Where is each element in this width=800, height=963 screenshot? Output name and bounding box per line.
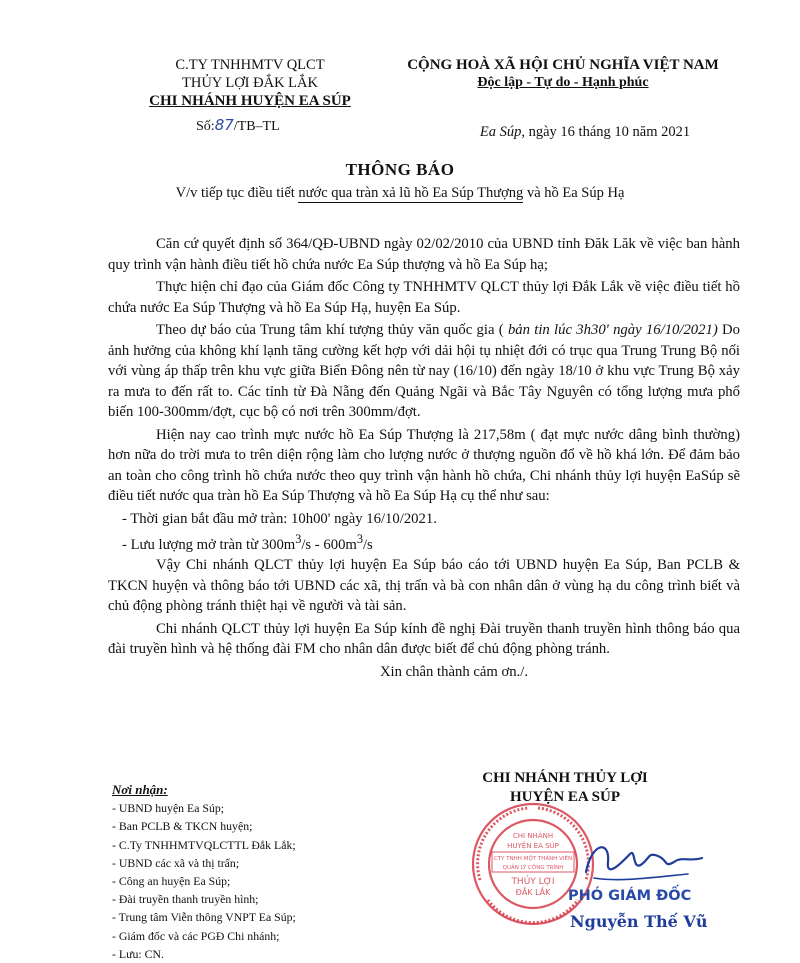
recipient-item: - C.Ty TNHHMTVQLCTTL Đắk Lắk; xyxy=(112,837,296,852)
recipient-item: - Đài truyền thanh truyền hình; xyxy=(112,892,259,907)
document-number xyxy=(196,116,280,135)
docno-handwritten: 87 xyxy=(214,116,234,134)
forecast-b: Do ảnh hưởng của không khí lạnh tăng cường kết hợp với dải hội tụ nhiệt đới có trục qua Trung Trung Bộ nối với vùng áp thấp trên khu vực giữa Biển Đông nên từ nay (16/10) đến ngày 18/10 ở khu vực Trung Bộ xảy ra mưa to đến rất to. Các tỉnh từ Đà Nẵng đến Quảng Ngãi và Bắc Tây Nguyên có tổng lượng mưa phổ biến 100-300mm/đợt, cục bộ có nơi trên 300mm/đợt. xyxy=(108,322,740,420)
flow-b: /s - 600m xyxy=(301,536,357,553)
issuer-company: C.TY TNHHMTV QLCT xyxy=(175,57,325,73)
list-item-flow-rate xyxy=(108,529,740,555)
recipient-item: - Trung tâm Viễn thông VNPT Ea Súp; xyxy=(112,910,296,925)
handwritten-signature xyxy=(578,832,708,892)
document-title: THÔNG BÁO xyxy=(345,160,455,179)
recipients-heading: Nơi nhận: xyxy=(112,782,168,797)
seal-line-6: ĐẮK LẮK xyxy=(515,888,551,897)
national-heading xyxy=(383,56,743,92)
nation-name: CỘNG HOÀ XÃ HỘI CHỦ NGHĨA VIỆT NAM xyxy=(407,57,719,73)
seal-line-2: HUYỆN EA SÚP xyxy=(507,842,559,850)
docno-suffix: /TB–TL xyxy=(233,119,280,134)
national-motto: Độc lập - Tự do - Hạnh phúc xyxy=(477,75,649,90)
forecast-bulletin: bản tin lúc 3h30' ngày 16/10/2021) xyxy=(507,322,718,338)
forecast-a: Theo dự báo của Trung tâm khí tượng thủy văn quốc gia ( xyxy=(156,322,508,338)
flow-c: /s xyxy=(362,536,373,553)
signer-org-line1: CHI NHÁNH THỦY LỢI xyxy=(482,770,648,786)
document-subject xyxy=(0,185,800,202)
paragraph-report: Vậy Chi nhánh QLCT thủy lợi huyện Ea Súp báo cáo tới UBND huyện Ea Súp, Ban PCLB & TKCN huyện và thông báo tới UBND các xã, thị trấn và bà con nhân dân ở vùng hạ du công trình biết và chủ động phòng tránh thiệt hại về người và tài sản. xyxy=(108,557,740,615)
seal-ring-text-mark xyxy=(488,900,578,923)
dateline-place: Ea Súp xyxy=(479,124,522,140)
dateline xyxy=(420,124,750,141)
flow-sup-2: 3 xyxy=(356,532,363,546)
recipient-item: - Ban PCLB & TKCN huyện; xyxy=(112,819,253,834)
document-body xyxy=(108,234,740,684)
list-item-start-time: - Thời gian bắt đầu mở tràn: 10h00' ngày 16/10/2021. xyxy=(122,510,437,527)
issuer-block xyxy=(105,56,395,110)
signer-title: PHÓ GIÁM ĐỐC xyxy=(568,888,692,904)
docno-prefix: Số: xyxy=(196,119,215,134)
dateline-date: , ngày 16 tháng 10 năm 2021 xyxy=(521,124,691,140)
subject-post: và hồ Ea Súp Hạ xyxy=(523,185,625,201)
paragraph-request: Chi nhánh QLCT thủy lợi huyện Ea Súp kính đề nghị Đài truyền thanh truyền hình thông báo qua đài truyền hình và hệ thống đài FM cho nhân dân được biết để chủ động phòng tránh. xyxy=(108,620,740,658)
subject-underlined: nước qua tràn xả lũ hồ Ea Súp Thượng xyxy=(298,185,524,201)
signer-org-line2: HUYỆN EA SÚP xyxy=(509,789,621,805)
recipient-item: - UBND huyện Ea Súp; xyxy=(112,801,225,816)
signer-name: Nguyễn Thế Vũ xyxy=(570,912,708,931)
recipient-item: - UBND các xã và thị trấn; xyxy=(112,855,240,870)
issuer-branch xyxy=(105,92,395,110)
paragraph-directive: Thực hiện chỉ đạo của Giám đốc Công ty TNHHMTV QLCT thủy lợi Đắk Lắk về việc điều tiết hồ chứa nước Ea Súp Thượng và hồ Ea Súp Hạ, huyện Ea Súp. xyxy=(108,279,740,316)
seal-line-5: THỦY LỢI xyxy=(511,877,555,887)
recipient-item: - Lưu: CN. xyxy=(112,946,164,961)
paragraph-water-level: Hiện nay cao trình mực nước hồ Ea Súp Thượng là 217,58m ( đạt mực nước dâng bình thường) hơn nữa do trời mưa to trên diện rộng làm cho lượng nước ở thượng nguồn đổ về hồ khá lớn. Để đảm bảo an toàn cho công trình hồ chứa nước theo quy trình vận hành hồ chứa, Chi nhánh thủy lợi huyện EaSúp sẽ điều tiết nước qua tràn hồ Ea Súp Thượng và hồ Ea Súp Hạ cụ thể như sau: xyxy=(108,426,740,504)
seal-line-4: QUẢN LÝ CÔNG TRÌNH xyxy=(502,865,564,871)
recipient-item: - Giám đốc và các PGĐ Chi nhánh; xyxy=(112,928,280,943)
paragraph-legal-basis: Căn cứ quyết định số 364/QĐ-UBND ngày 02/02/2010 của UBND tỉnh Đăk Lăk về việc ban hành quy trình vận hành điều tiết hồ chứa nước Ea Súp thượng và hồ Ea Súp hạ; xyxy=(108,236,740,273)
issuer-unit: THỦY LỢI ĐẮK LẮK xyxy=(182,75,318,91)
issuer-branch-text: CHI NHÁNH HUYỆN EA SÚP xyxy=(149,93,351,109)
subject-pre: V/v tiếp tục điều tiết xyxy=(175,185,299,201)
recipient-item: - Công an huyện Ea Súp; xyxy=(112,874,231,889)
flow-sup-1: 3 xyxy=(295,532,302,546)
closing-thanks: Xin chân thành cảm ơn./. xyxy=(379,663,529,680)
seal-line-3: CTY TNHH MỘT THÀNH VIÊN xyxy=(493,856,573,862)
seal-line-1: CHI NHÁNH xyxy=(512,832,554,840)
recipients-block xyxy=(112,781,402,963)
flow-a: - Lưu lượng mở tràn từ 300m xyxy=(122,536,296,553)
paragraph-forecast xyxy=(108,320,740,423)
